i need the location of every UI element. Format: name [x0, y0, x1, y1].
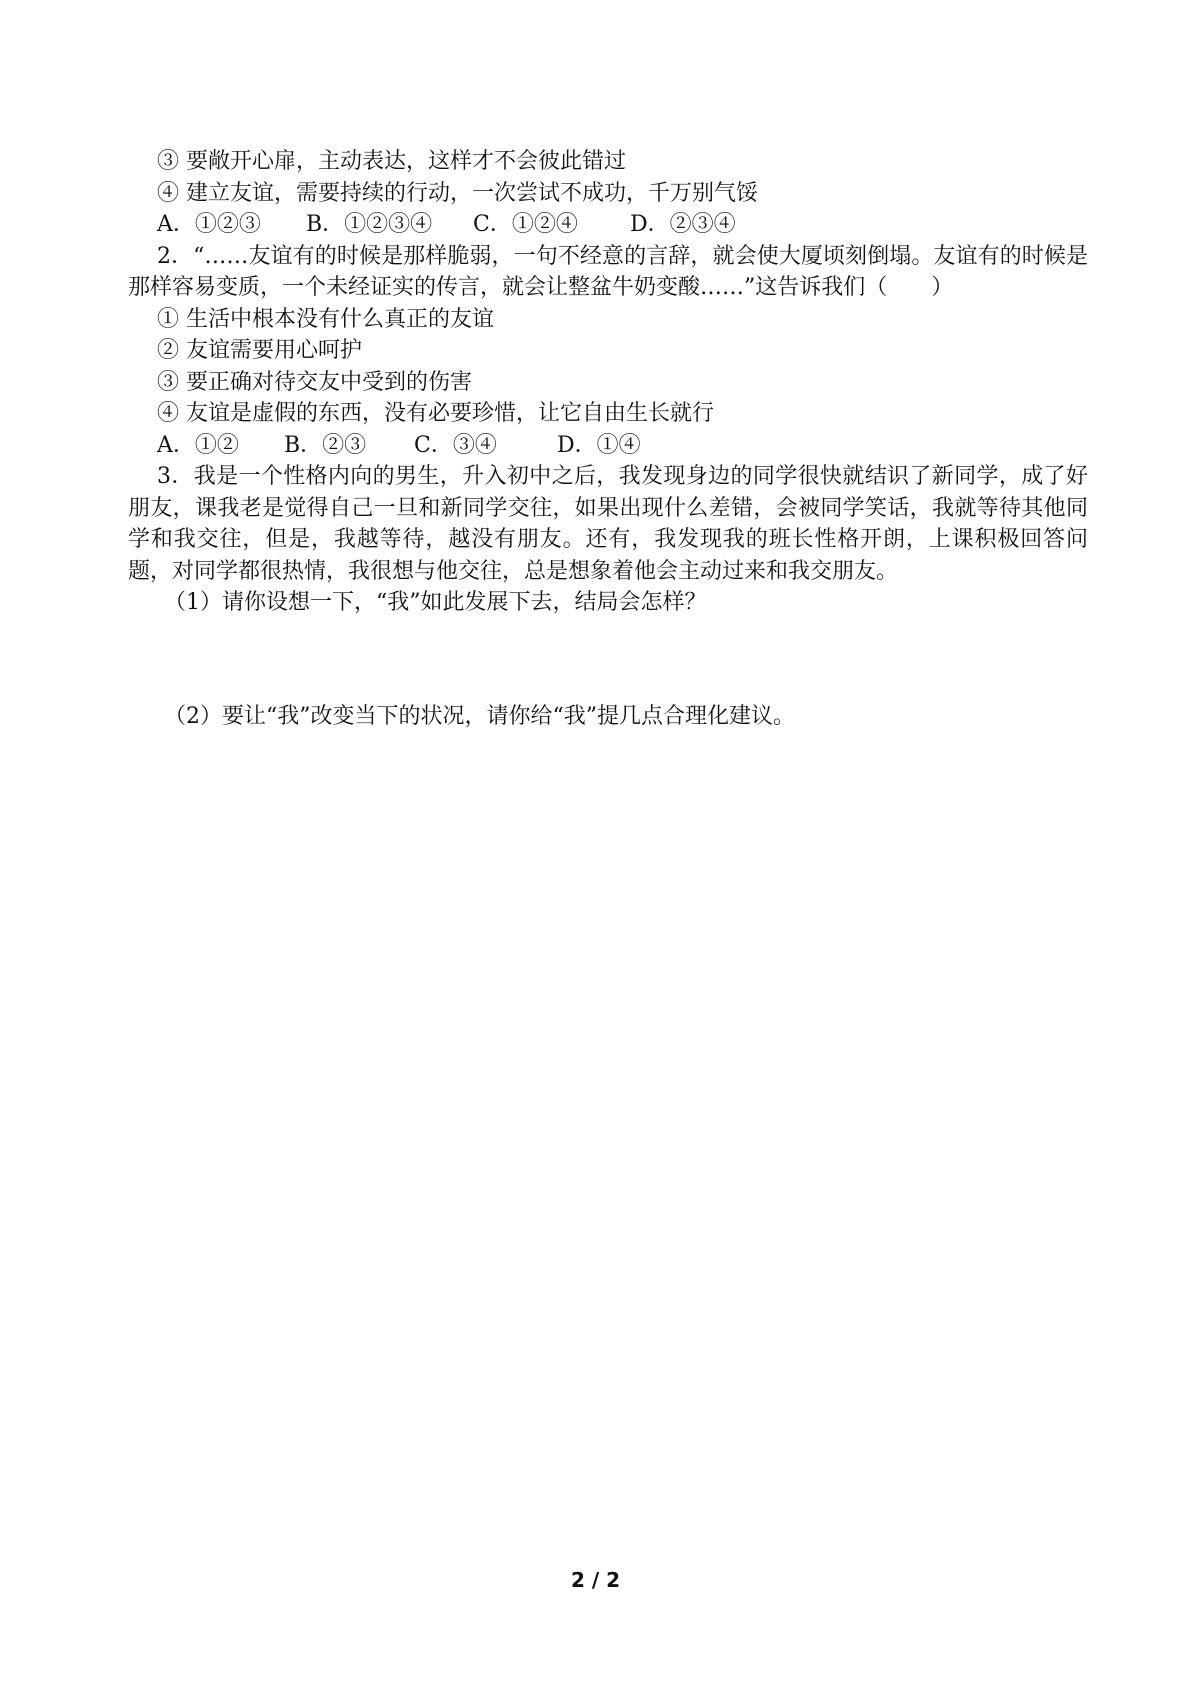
q2-options [128, 430, 1088, 462]
q2-stem: 2．“……友谊有的时候是那样脆弱，一句不经意的言辞，就会使大厦顷刻倒塌。友谊有的时候是那样容易变质，一个未经证实的传言，就会让整盆牛奶变酸……”这告诉我们（ ） [128, 243, 1088, 300]
q1-option-a: A．①②③ [157, 212, 261, 237]
q1-option-b: B．①②③④ [306, 212, 433, 237]
page-number: 2 / 2 [570, 1568, 621, 1592]
document-body [128, 146, 1088, 732]
q1-item-3: ③ 要敞开心扉，主动表达，这样才不会彼此错过 [157, 149, 626, 174]
q2-option-d: D．①④ [557, 432, 641, 458]
q1-options [128, 209, 1088, 241]
q2-option-b: B．②③ [284, 432, 367, 458]
q3-stem: 3．我是一个性格内向的男生，升入初中之后，我发现身边的同学很快就结识了新同学，成了好朋友，课我老是觉得自己一旦和新同学交往，如果出现什么差错，会被同学笑话，我就等待其他同学和我交往，但是，我越等待，越没有朋友。还有，我发现我的班长性格开朗，上课积极回答问题，对同学都很热情，我很想与他交往，总是想象着他会主动过来和我交朋友。 [128, 464, 1088, 584]
q3-subquestion-1: （1）请你设想一下，“我”如此发展下去，结局会怎样？ [164, 590, 707, 615]
q2-option-c: C．③④ [414, 432, 497, 458]
q1-option-d: D．②③④ [630, 212, 736, 237]
q2-item-3: ③ 要正确对待交友中受到的伤害 [157, 369, 472, 395]
q3-subquestion-2: （2）要让“我”改变当下的状况，请你给“我”提几点合理化建议。 [164, 703, 795, 729]
q2-item-1: ① 生活中根本没有什么真正的友谊 [157, 306, 494, 332]
q2-item-4: ④ 友谊是虚假的东西，没有必要珍惜，让它自由生长就行 [157, 401, 714, 426]
q1-item-4: ④ 建立友谊，需要持续的行动，一次尝试不成功，千万别气馁 [157, 180, 758, 206]
answer-space-1 [128, 619, 1088, 701]
q2-option-a: A．①② [157, 432, 239, 458]
q1-option-c: C．①②④ [473, 212, 578, 237]
q2-item-2: ② 友谊需要用心呵护 [157, 338, 362, 363]
